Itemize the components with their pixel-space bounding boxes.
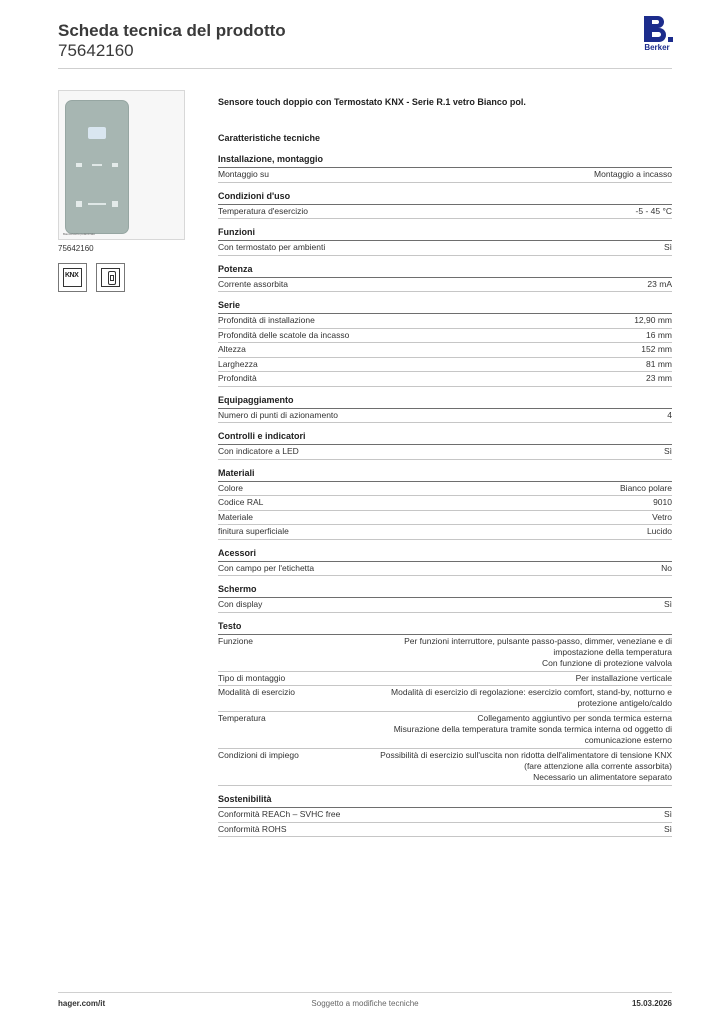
spec-value: Modalità di esercizio di regolazione: esercizio comfort, stand-by, notturno e protezione antigelo/caldo [391,687,672,708]
spec-label: Profondità [218,373,257,383]
spec-value: Vetro [652,511,672,522]
spec-row [218,168,672,183]
spec-label: Profondità delle scatole da incasso [218,329,350,340]
spec-label: Con display [218,599,263,609]
section-title: Sostenibilità [218,794,672,808]
spec-label: Funzione [218,635,253,646]
footer-website: hager.com/it [58,999,106,1008]
spec-value: Sì [663,446,672,456]
spec-label: Altezza [218,344,246,354]
knx-icon: KNX [58,263,87,292]
spec-value: Montaggio a incasso [594,169,672,179]
berker-b-icon [644,16,670,42]
spec-row [218,278,672,293]
spec-label: Con campo per l'etichetta [218,562,315,573]
section-title: Acessori [218,548,672,562]
spec-row [218,712,672,749]
document-header [58,20,286,61]
spec-row [218,525,672,540]
footer-date: 15.03.2026 [631,999,672,1008]
spec-row [218,482,672,497]
spec-label: Montaggio su [218,169,270,179]
spec-sections [218,154,672,837]
spec-value: Bianco polare [620,482,672,493]
spec-section [218,264,672,293]
spec-label: Conformità REACh – SVHC free [218,809,341,819]
spec-value: 152 mm [641,344,672,354]
section-title: Schermo [218,584,672,598]
tech-specs-heading: Caratteristiche tecniche [218,133,321,143]
spec-sheet [218,96,672,845]
reference-code: 75642160 [58,244,94,253]
spec-value: 9010 [653,497,672,507]
spec-label: Modalità di esercizio [218,687,296,697]
spec-label: Conformità ROHS [218,823,287,834]
spec-value: No [661,562,672,573]
spec-value: -5 - 45 °C [635,205,672,216]
section-title: Equipaggiamento [218,395,672,409]
spec-value: Per installazione verticale [575,672,672,683]
berker-logo [640,16,674,52]
photo-caption: Bianco/vetro polarizzato [63,232,96,236]
spec-row [218,635,672,672]
spec-label: Con indicatore a LED [218,446,299,456]
spec-section [218,621,672,787]
spec-value: Per funzioni interruttore, pulsante passo-passo, dimmer, veneziane e di impostazione della temperatura Con funzione di protezione valvola [404,635,672,668]
spec-section [218,584,672,613]
spec-label: Corrente assorbita [218,278,288,289]
footer-notice: Soggetto a modifiche tecniche [311,999,419,1008]
spec-row [218,205,672,220]
spec-value: Sì [663,599,672,609]
document-title: Scheda tecnica del prodotto [58,21,286,40]
spec-section [218,300,672,387]
spec-value: 81 mm [646,358,672,369]
spec-label: Tipo di montaggio [218,672,286,683]
spec-value: Lucido [646,526,672,536]
spec-label: Condizioni di impiego [218,750,299,760]
spec-row [218,372,672,387]
spec-section [218,431,672,460]
product-photo [58,90,185,240]
spec-label: Temperatura [218,713,266,723]
spec-row [218,808,672,823]
spec-label: Colore [218,482,244,493]
spec-row [218,672,672,687]
spec-row [218,823,672,838]
section-title: Serie [218,300,672,314]
page-footer [58,992,672,1008]
spec-label: Codice RAL [218,497,264,507]
spec-row [218,409,672,424]
spec-value: 16 mm [646,329,672,340]
spec-label: Materiale [218,511,253,522]
section-title: Funzioni [218,227,672,241]
spec-section [218,794,672,837]
spec-value: Sì [663,809,672,819]
spec-section [218,154,672,183]
section-title: Controlli e indicatori [218,431,672,445]
logo-text: Berker [644,43,670,52]
spec-label: finitura superficiale [218,526,289,536]
spec-value: Possibilità di esercizio sull'uscita non ridotta dell'alimentatore di tensione KNX (fare attenzione alla corrente assorbita) Necessario un alimentatore separato [380,750,672,782]
spec-row [218,496,672,511]
spec-row [218,511,672,526]
spec-value: 23 mA [647,278,672,289]
spec-label: Numero di punti di azionamento [218,409,339,420]
section-title: Installazione, montaggio [218,154,672,168]
document-product-code: 75642160 [58,41,134,60]
section-title: Condizioni d'uso [218,191,672,205]
spec-label: Con termostato per ambienti [218,242,326,252]
switch-icon [96,263,125,292]
section-title: Materiali [218,468,672,482]
spec-section [218,468,672,540]
spec-row [218,562,672,577]
section-title: Potenza [218,264,672,278]
spec-row [218,598,672,613]
spec-value: 12,90 mm [634,315,672,325]
spec-row [218,343,672,358]
spec-row [218,241,672,256]
spec-row [218,329,672,344]
spec-value: 4 [667,409,672,420]
spec-value: 23 mm [646,373,672,383]
device-illustration [65,100,129,234]
spec-row [218,749,672,786]
spec-section [218,548,672,577]
spec-value: Sì [663,823,672,834]
spec-section [218,395,672,424]
spec-section [218,227,672,256]
section-title: Testo [218,621,672,635]
spec-value: Collegamento aggiuntivo per sonda termica esterna Misurazione della temperatura tramite sonda termica interna od oggetto di comunicazione esterno [393,713,672,745]
spec-row [218,686,672,712]
spec-row [218,314,672,329]
header-divider [58,68,672,69]
spec-row [218,358,672,373]
spec-label: Larghezza [218,358,258,369]
spec-section [218,191,672,220]
spec-value: Sì [663,242,672,252]
spec-label: Temperatura d'esercizio [218,205,308,216]
spec-row [218,445,672,460]
spec-label: Profondità di installazione [218,315,315,325]
product-name: Sensore touch doppio con Termostato KNX - Serie R.1 vetro Bianco pol. [218,97,526,107]
